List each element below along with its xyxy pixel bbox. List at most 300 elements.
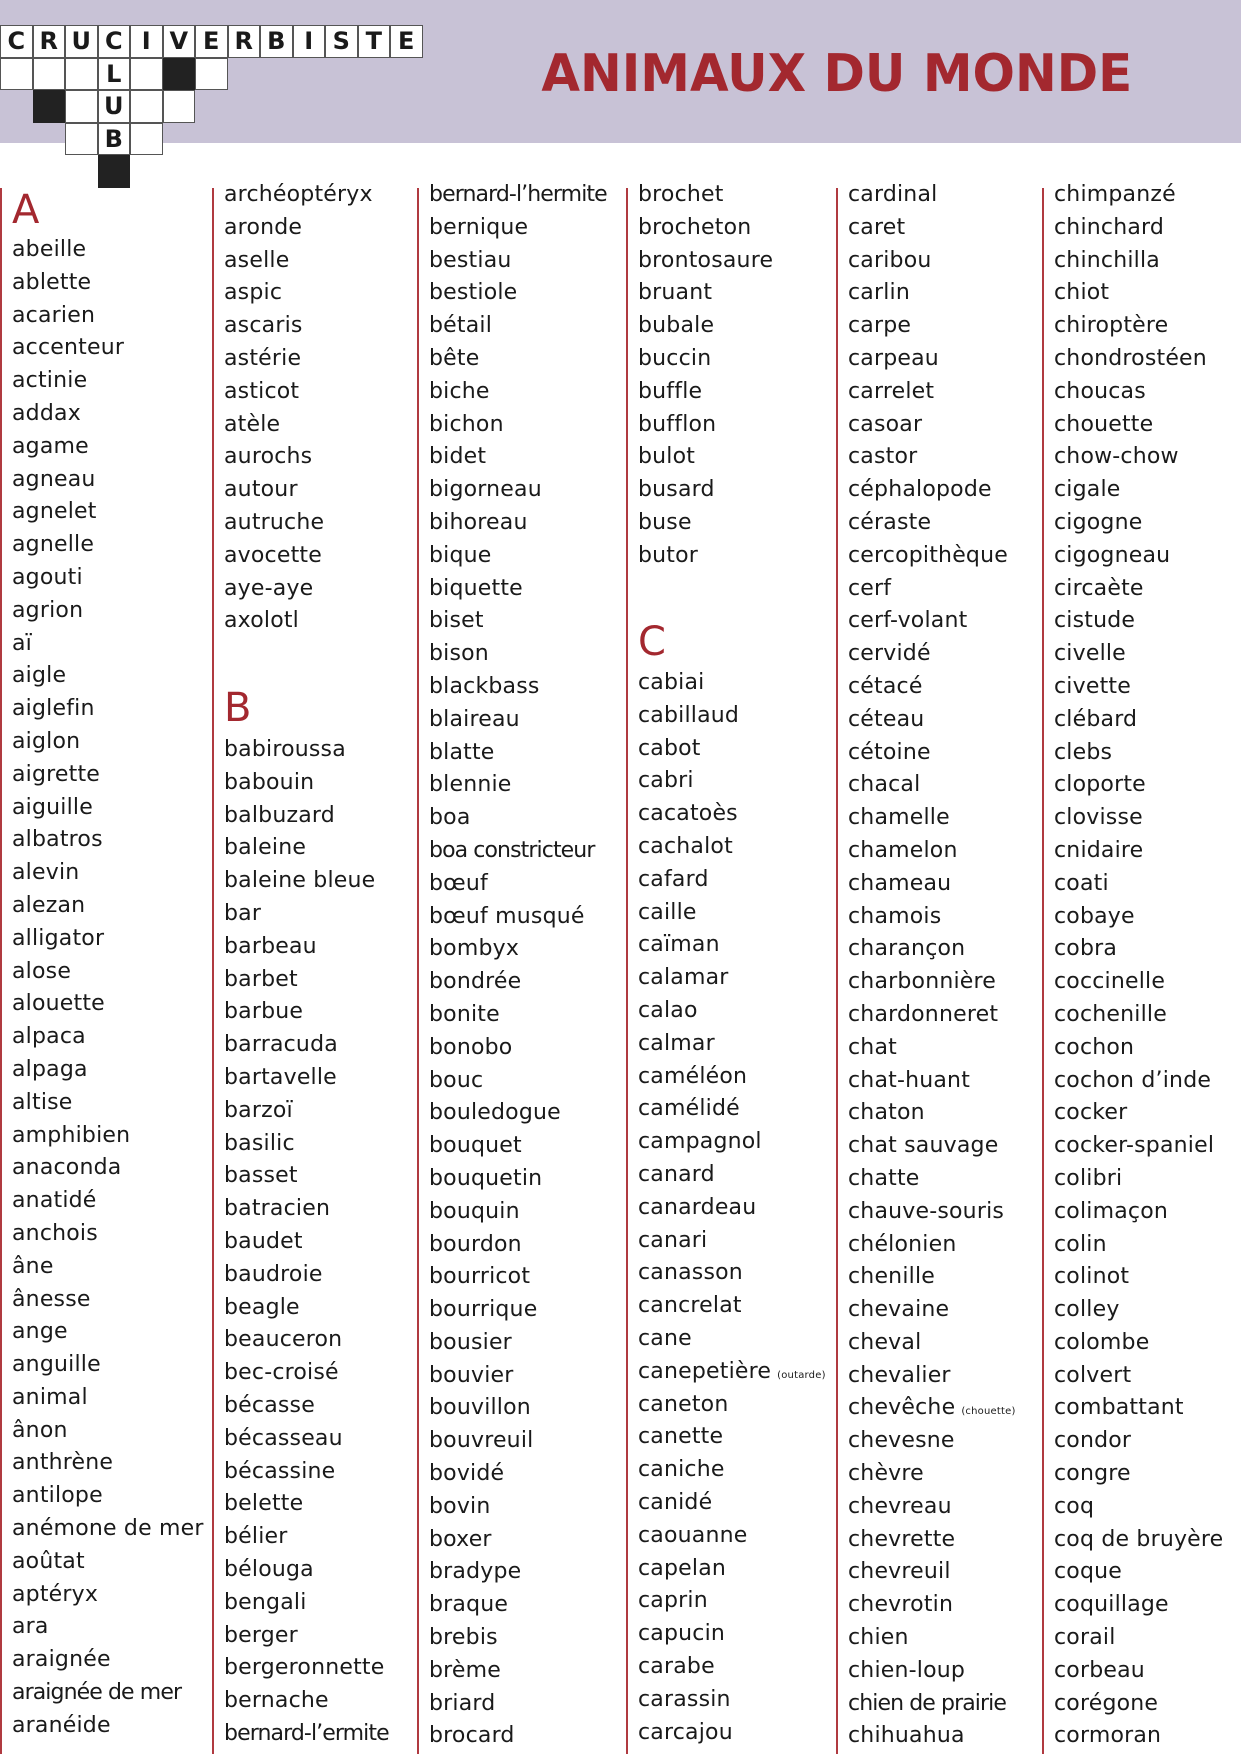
list-item (1054, 179, 1241, 212)
animal-name: civette (1054, 673, 1131, 699)
list-item (12, 1021, 200, 1054)
list-item (429, 1720, 617, 1753)
animal-name: ânon (12, 1417, 68, 1443)
animal-name: carrelet (848, 378, 935, 404)
animal-name: carassin (638, 1686, 731, 1712)
list-item (224, 1324, 412, 1357)
animal-name: bœuf (429, 870, 488, 896)
animal-name: calao (638, 997, 698, 1023)
animal-name: cochenille (1054, 1001, 1167, 1027)
list-item (1054, 212, 1241, 245)
animal-name: bidet (429, 444, 487, 470)
animal-name: corégone (1054, 1690, 1159, 1716)
column-rule (1042, 188, 1044, 1754)
animal-name: ange (12, 1319, 68, 1345)
animal-name: bradype (429, 1559, 522, 1585)
list-item (848, 573, 1036, 606)
list-item (638, 277, 826, 310)
animal-name: avocette (224, 542, 322, 568)
animal-name: bar (224, 900, 262, 926)
animal-name: asticot (224, 378, 300, 404)
animal-name: cocker (1054, 1100, 1128, 1126)
list-item (12, 1480, 200, 1513)
animal-name: bubale (638, 313, 715, 339)
list-item (848, 999, 1036, 1032)
animal-name: chat (848, 1034, 897, 1060)
list-item (1054, 376, 1241, 409)
column-rule (0, 188, 2, 1754)
list-item (429, 1360, 617, 1393)
list-item (848, 1392, 1036, 1425)
list-item (638, 540, 826, 573)
animal-name: boa constricteur (429, 837, 595, 863)
list-item (12, 1513, 204, 1546)
list-item (429, 310, 617, 343)
animal-name: bondrée (429, 969, 522, 995)
animal-name: capelan (638, 1555, 727, 1581)
list-item (848, 212, 1036, 245)
list-item (848, 1458, 1036, 1491)
animal-name: butor (638, 542, 699, 568)
list-item (429, 868, 617, 901)
list-item (224, 441, 412, 474)
list-item (429, 638, 617, 671)
animal-name: chow-chow (1054, 444, 1179, 470)
list-item (848, 605, 1036, 638)
animal-name: cormoran (1054, 1723, 1162, 1749)
list-item (429, 507, 617, 540)
list-item (638, 765, 826, 798)
list-item (1054, 1130, 1241, 1163)
animal-name: cobra (1054, 936, 1118, 962)
animal-name: chevalier (848, 1362, 951, 1388)
list-item (12, 562, 200, 595)
animal-name: canepetière (638, 1358, 772, 1384)
list-item (638, 1159, 826, 1192)
animal-name: addax (12, 400, 81, 426)
list-item (12, 464, 200, 497)
animal-name: coccinelle (1054, 969, 1166, 995)
animal-name: cabillaud (638, 702, 740, 728)
list-item (848, 901, 1036, 934)
column-6 (1042, 182, 1241, 1754)
list-item (224, 1652, 412, 1685)
animal-name: choucas (1054, 378, 1146, 404)
logo-letter-cell (65, 90, 98, 123)
animal-name: bovidé (429, 1461, 505, 1487)
animal-name: bétail (429, 313, 493, 339)
animal-name: ablette (12, 269, 92, 295)
animal-name: baleine (224, 835, 307, 861)
list-item (848, 540, 1036, 573)
animal-name: chien de prairie (848, 1690, 1007, 1716)
list-item (638, 1323, 826, 1356)
list-item (12, 1415, 200, 1448)
animal-name: bonite (429, 1001, 500, 1027)
animal-name: chevreau (848, 1493, 952, 1519)
animal-name: casoar (848, 411, 923, 437)
cruciverbiste-club-logo (0, 0, 430, 190)
list-item (429, 1556, 617, 1589)
animal-name: cétoine (848, 739, 931, 765)
list-item (224, 1029, 412, 1062)
logo-letter-cell: T (358, 25, 391, 58)
animal-name: alpaga (12, 1056, 88, 1082)
list-item (1054, 901, 1241, 934)
list-item (848, 507, 1036, 540)
list-item (12, 1677, 200, 1710)
list-item (12, 792, 200, 825)
animal-name: agame (12, 433, 89, 459)
animal-name: castor (848, 444, 918, 470)
animal-name: altise (12, 1089, 73, 1115)
animal-name: babouin (224, 769, 315, 795)
list-item (429, 737, 617, 770)
animal-name: carpe (848, 313, 912, 339)
list-item (12, 365, 200, 398)
list-item (429, 1524, 617, 1557)
animal-name: brème (429, 1657, 502, 1683)
animal-name: chevesne (848, 1428, 955, 1454)
list-item (12, 1447, 200, 1480)
animal-name: cochon (1054, 1034, 1135, 1060)
list-item (848, 474, 1036, 507)
list-item (12, 1579, 200, 1612)
animal-name: babiroussa (224, 737, 346, 762)
list-item (224, 865, 412, 898)
list-item (224, 996, 412, 1029)
list-item (1054, 1032, 1241, 1065)
animal-name: aigle (12, 663, 67, 689)
list-item (12, 1644, 200, 1677)
list-item (429, 474, 617, 507)
animal-name: aranéide (12, 1712, 111, 1738)
animal-name: barbet (224, 966, 298, 992)
list-item (848, 1294, 1036, 1327)
animal-name: blatte (429, 739, 495, 765)
animal-name: alevin (12, 860, 80, 886)
list-item (638, 245, 826, 278)
animal-name: boa (429, 805, 471, 831)
animal-name: bernard-l’ermite (224, 1720, 389, 1746)
animal-name: congre (1054, 1461, 1131, 1487)
list-item (12, 1054, 200, 1087)
list-item (224, 734, 412, 767)
list-item (848, 179, 1036, 212)
list-item (224, 277, 412, 310)
list-item (12, 234, 200, 267)
list-item (1054, 802, 1241, 835)
animal-name: chacal (848, 772, 921, 798)
column-rule (212, 188, 214, 1754)
list-item (12, 1284, 200, 1317)
animal-name: buccin (638, 345, 712, 371)
list-item (848, 343, 1036, 376)
list-item (224, 800, 412, 833)
list-item (224, 1357, 412, 1390)
logo-letter-cell: I (293, 25, 326, 58)
page-title: ANIMAUX DU MONDE (541, 44, 1133, 104)
list-item (1054, 540, 1241, 573)
logo-black-cell (33, 90, 66, 123)
word-list (1054, 179, 1241, 1753)
list-item (224, 605, 412, 638)
animal-name: chat sauvage (848, 1133, 999, 1159)
list-item (429, 835, 617, 868)
animal-name: brontosaure (638, 247, 774, 273)
animal-name: agnelle (12, 532, 95, 558)
animal-name: bouc (429, 1067, 484, 1093)
list-item (12, 660, 200, 693)
list-item (224, 1292, 412, 1325)
animal-name: caïman (638, 932, 720, 958)
column-rule (836, 188, 838, 1754)
list-item (224, 1488, 412, 1521)
list-item (429, 1589, 617, 1622)
animal-name: autour (224, 477, 298, 503)
list-item (429, 802, 617, 835)
animal-name: caniche (638, 1457, 725, 1483)
list-item (12, 267, 200, 300)
animal-name: bufflon (638, 411, 717, 437)
list-item (638, 995, 826, 1028)
animal-name: bécassine (224, 1458, 336, 1484)
animal-name: cabri (638, 768, 694, 794)
animal-name: coati (1054, 870, 1109, 896)
animal-name: abeille (12, 237, 87, 262)
animal-name: cétacé (848, 673, 923, 699)
list-item (224, 409, 412, 442)
list-item (429, 704, 617, 737)
animal-name: bec-croisé (224, 1360, 339, 1386)
animal-name: colibri (1054, 1165, 1123, 1191)
animal-name: cachalot (638, 833, 733, 859)
list-item (848, 966, 1036, 999)
list-item (429, 1032, 617, 1065)
section-letter-c: C (638, 619, 666, 665)
list-item (12, 1152, 200, 1185)
column-4 (626, 182, 826, 1754)
animal-name: acarien (12, 302, 96, 328)
animal-name: caprin (638, 1588, 708, 1614)
list-item (224, 1620, 412, 1653)
animal-name: accenteur (12, 335, 125, 361)
list-item (638, 1618, 826, 1651)
list-item (429, 179, 617, 212)
list-item (1054, 1524, 1241, 1557)
animal-name: chauve-souris (848, 1198, 1005, 1224)
animal-name: bison (429, 641, 489, 667)
animal-name: canette (638, 1424, 724, 1450)
list-item (638, 212, 826, 245)
animal-name: corail (1054, 1625, 1116, 1651)
animal-name: chinchilla (1054, 247, 1160, 273)
animal-name: albatros (12, 827, 103, 853)
animal-name: actinie (12, 368, 88, 394)
list-item (1054, 343, 1241, 376)
animal-name: calamar (638, 965, 729, 991)
list-item (429, 212, 617, 245)
animal-name: aronde (224, 214, 303, 240)
list-item (12, 726, 200, 759)
animal-name: archéoptéryx (224, 182, 373, 207)
list-item (1054, 638, 1241, 671)
animal-name: bruant (638, 280, 713, 306)
list-item (1054, 1622, 1241, 1655)
animal-name: bœuf musqué (429, 903, 585, 929)
animal-name: biche (429, 378, 490, 404)
animal-name: aptéryx (12, 1581, 99, 1607)
list-item (12, 923, 200, 956)
animal-name: aselle (224, 247, 290, 273)
list-item (224, 964, 412, 997)
list-item (638, 1093, 826, 1126)
list-item (1054, 835, 1241, 868)
animal-name: alligator (12, 925, 105, 951)
list-item (1054, 1196, 1241, 1229)
logo-letter-cell (195, 58, 228, 91)
list-item (429, 1327, 617, 1360)
list-item (429, 1622, 617, 1655)
list-item (429, 1491, 617, 1524)
list-item (638, 897, 826, 930)
list-item (12, 1611, 200, 1644)
list-item (224, 1685, 412, 1718)
list-item (638, 962, 826, 995)
list-item (224, 376, 412, 409)
logo-letter-cell: U (65, 25, 98, 58)
animal-name: capucin (638, 1621, 726, 1647)
animal-name: aye-aye (224, 575, 314, 601)
list-item (848, 1229, 1036, 1262)
animal-name: chondrostéen (1054, 345, 1207, 371)
animal-name: aspic (224, 280, 283, 306)
list-item (429, 1294, 617, 1327)
animal-name: buffle (638, 378, 703, 404)
list-item (12, 1382, 200, 1415)
list-item (429, 671, 617, 704)
animal-name: chihuahua (848, 1723, 965, 1749)
animal-name: cigogne (1054, 509, 1143, 535)
animal-name: aigrette (12, 761, 101, 787)
list-item (1054, 474, 1241, 507)
list-item (638, 1126, 826, 1159)
list-item (638, 409, 826, 442)
list-item (848, 310, 1036, 343)
animal-name: bonobo (429, 1034, 513, 1060)
animal-name: caille (638, 899, 697, 925)
list-item (848, 1589, 1036, 1622)
list-item (12, 398, 200, 431)
list-item (429, 441, 617, 474)
list-item (638, 1651, 826, 1684)
logo-letter-cell: E (390, 25, 423, 58)
animal-name: bouquin (429, 1198, 520, 1224)
animal-name: autruche (224, 509, 325, 535)
list-item (12, 857, 200, 890)
animal-name: céphalopode (848, 477, 992, 503)
list-item (1054, 310, 1241, 343)
animal-name: aoûtat (12, 1548, 85, 1574)
animal-name: cistude (1054, 608, 1136, 634)
logo-letter-cell: V (163, 25, 196, 58)
list-item (12, 956, 200, 989)
animal-name: bartavelle (224, 1064, 337, 1090)
list-item (848, 277, 1036, 310)
logo-letter-cell (130, 123, 163, 156)
animal-name: clovisse (1054, 805, 1143, 831)
animal-name: cnidaire (1054, 837, 1144, 863)
animal-name: balbuzard (224, 802, 335, 828)
animal-name: brochet (638, 182, 724, 207)
animal-name: canard (638, 1161, 715, 1187)
animal-name: bique (429, 542, 492, 568)
animal-name: caouanne (638, 1522, 748, 1548)
list-item (638, 376, 826, 409)
word-list (12, 234, 204, 1743)
list-item (429, 933, 617, 966)
animal-name: corbeau (1054, 1657, 1145, 1683)
logo-letter-cell (65, 58, 98, 91)
list-item (1054, 868, 1241, 901)
animal-name: ascaris (224, 313, 303, 339)
animal-name: agneau (12, 466, 96, 492)
list-item (638, 1028, 826, 1061)
list-item (12, 1087, 200, 1120)
list-item (848, 835, 1036, 868)
animal-name: chardonneret (848, 1001, 999, 1027)
animal-name: barzoï (224, 1097, 293, 1123)
animal-name: chevreuil (848, 1559, 951, 1585)
animal-name: buse (638, 509, 692, 535)
list-item (638, 310, 826, 343)
animal-name: aiglefin (12, 696, 95, 722)
animal-name: coquillage (1054, 1592, 1169, 1618)
section-letter-a: A (12, 187, 40, 233)
animal-name: carabe (638, 1653, 715, 1679)
logo-letter-cell: S (325, 25, 358, 58)
list-item (848, 1425, 1036, 1458)
list-item (1054, 441, 1241, 474)
list-item (848, 1032, 1036, 1065)
animal-name: aiguille (12, 794, 93, 820)
list-item (12, 332, 200, 365)
animal-name: caret (848, 214, 906, 240)
word-list (429, 179, 617, 1753)
animal-name: charbonnière (848, 969, 997, 995)
animal-name: bouvillon (429, 1395, 531, 1421)
animal-name: anaconda (12, 1155, 122, 1181)
list-item (1054, 1720, 1241, 1753)
animal-name: chamelle (848, 805, 950, 831)
list-item (1054, 507, 1241, 540)
list-item (638, 1225, 826, 1258)
logo-letter-cell (65, 123, 98, 156)
animal-name: anguille (12, 1352, 101, 1378)
list-item (638, 179, 826, 212)
animal-name: chamois (848, 903, 942, 929)
list-item (848, 737, 1036, 770)
list-item (429, 1688, 617, 1721)
list-item (848, 802, 1036, 835)
column-5 (836, 182, 1036, 1754)
list-item (1054, 999, 1241, 1032)
animal-name: bichon (429, 411, 504, 437)
animal-name: agrion (12, 597, 84, 623)
animal-name: camélidé (638, 1096, 740, 1122)
list-item (224, 310, 412, 343)
animal-name: brocard (429, 1723, 515, 1749)
